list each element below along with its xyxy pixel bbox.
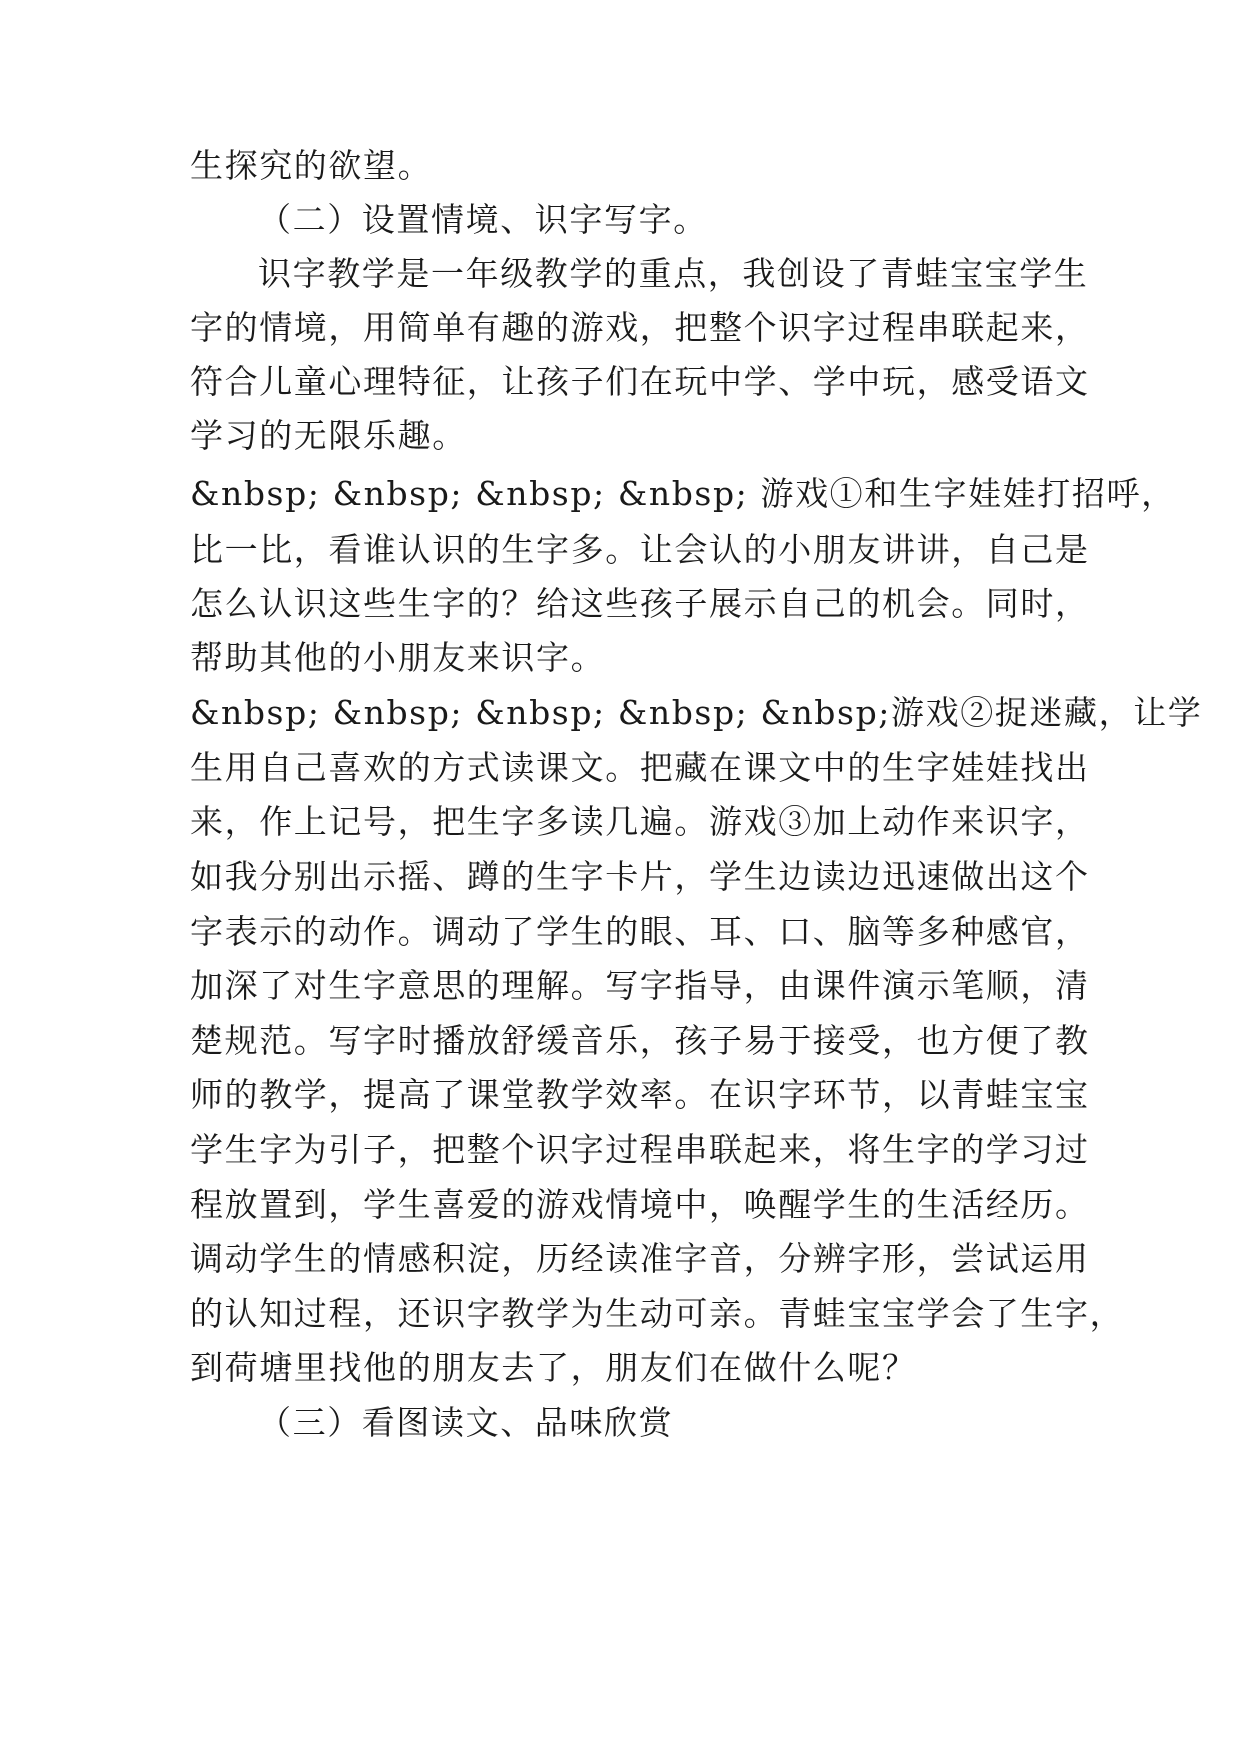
- text-line: 符合儿童心理特征，让孩子们在玩中学、学中玩，感受语文: [190, 362, 1090, 401]
- text-line: 字表示的动作。调动了学生的眼、耳、口、脑等多种感官，: [190, 912, 1090, 951]
- text-line: 楚规范。写字时播放舒缓音乐，孩子易于接受，也方便了教: [190, 1021, 1090, 1060]
- section-heading: （三）看图读文、品味欣赏: [258, 1403, 674, 1442]
- text-line: 程放置到，学生喜爱的游戏情境中，唤醒学生的生活经历。: [190, 1185, 1090, 1224]
- text-line: 字的情境，用简单有趣的游戏，把整个识字过程串联起来，: [190, 308, 1090, 347]
- text-line: 生探究的欲望。: [190, 146, 433, 185]
- section-heading: （二）设置情境、识字写字。: [258, 200, 708, 239]
- text-line: 学习的无限乐趣。: [190, 416, 467, 455]
- text-line: 怎么认识这些生字的？给这些孩子展示自己的机会。同时，: [190, 584, 1090, 623]
- text-line: 的认知过程，还识字教学为生动可亲。青蛙宝宝学会了生字，: [190, 1294, 1125, 1333]
- text-line: 生用自己喜欢的方式读课文。把藏在课文中的生字娃娃找出: [190, 748, 1090, 787]
- text-line: 识字教学是一年级教学的重点，我创设了青蛙宝宝学生: [258, 254, 1089, 293]
- text-line: 来，作上记号，把生字多读几遍。游戏③加上动作来识字，: [190, 802, 1090, 841]
- text-line: 师的教学，提高了课堂教学效率。在识字环节，以青蛙宝宝: [190, 1075, 1090, 1114]
- text-line: &nbsp; &nbsp; &nbsp; &nbsp; 游戏①和生字娃娃打招呼，: [190, 474, 1176, 513]
- text-line: 学生字为引子，把整个识字过程串联起来，将生字的学习过: [190, 1130, 1090, 1169]
- text-line: 加深了对生字意思的理解。写字指导，由课件演示笔顺，清: [190, 966, 1090, 1005]
- text-line: 如我分别出示摇、蹲的生字卡片，学生边读边迅速做出这个: [190, 857, 1090, 896]
- text-line: 调动学生的情感积淀，历经读准字音，分辨字形，尝试运用: [190, 1239, 1090, 1278]
- text-line: &nbsp; &nbsp; &nbsp; &nbsp; &nbsp;游戏②捉迷藏，让学: [190, 693, 1203, 732]
- text-line: 帮助其他的小朋友来识字。: [190, 638, 606, 677]
- text-line: 到荷塘里找他的朋友去了，朋友们在做什么呢？: [190, 1348, 917, 1387]
- text-line: 比一比，看谁认识的生字多。让会认的小朋友讲讲，自己是: [190, 530, 1090, 569]
